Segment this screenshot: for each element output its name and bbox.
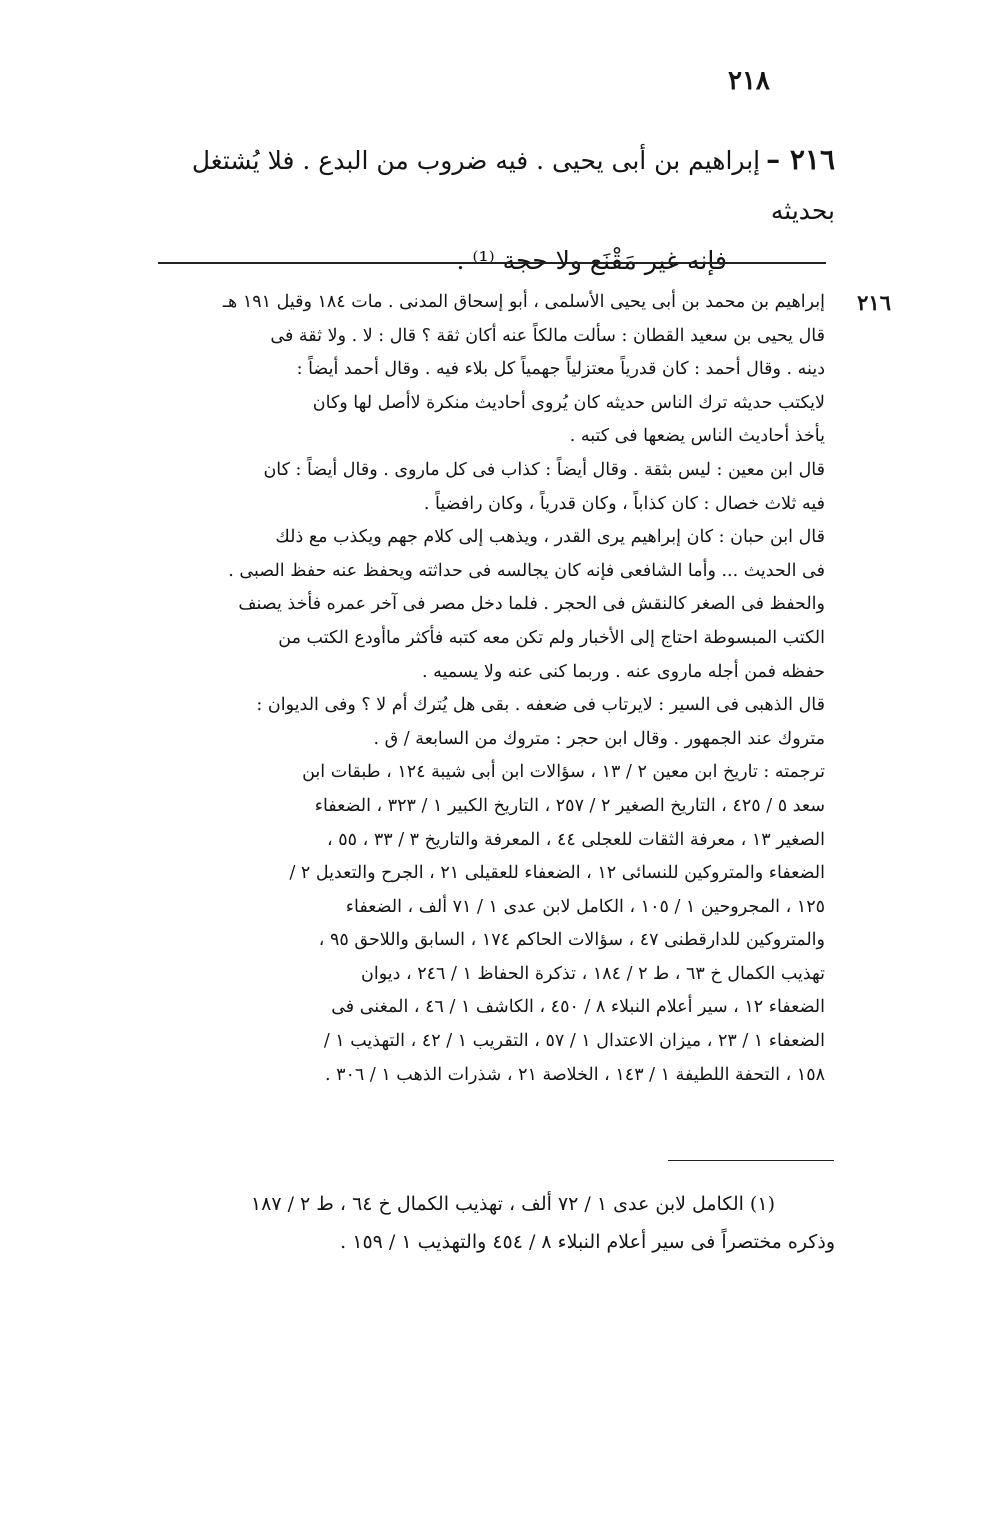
note-line: قال ابن حبان : كان إبراهيم يرى القدر ، ويذهب إلى كلام جهم ويكذب مع ذلك xyxy=(275,527,825,548)
note-line: الضعفاء والمتروكين للنسائى ١٢ ، الضعفاء للعقيلى ٢١ ، الجرح والتعديل ٢ / xyxy=(289,863,825,884)
note-line: حفظه فمن أجله ماروى عنه . وربما كنى عنه ولا يسميه . xyxy=(421,661,825,682)
note-line: دينه . وقال أحمد : كان قدرياً معتزلياً جهمياً كل بلاء فيه . وقال أحمد أيضاً : xyxy=(296,359,825,380)
note-line: والمتروكين للدارقطنى ٤٧ ، سؤالات الحاكم ١٧٤ ، السابق واللاحق ٩٥ ، xyxy=(318,930,825,951)
note-line: الصغير ١٣ ، معرفة الثقات للعجلى ٤٤ ، المعرفة والتاريخ ٣ / ٣٣ ، ٥٥ ، xyxy=(327,829,825,850)
main-divider xyxy=(158,262,826,264)
footnote-divider xyxy=(668,1160,834,1161)
note-line: قال ابن معين : ليس بثقة . وقال أيضاً : كذاب فى كل ماروى . وقال أيضاً : كان xyxy=(263,459,825,480)
note-line: لايكتب حديثه ترك الناس حديثه كان يُروى أحاديث منكرة لاأصل لها وكان xyxy=(312,392,825,413)
note-line: يأخذ أحاديث الناس يضعها فى كتبه . xyxy=(569,426,825,447)
footnote-line-1: (١) الكامل لابن عدى ١ / ٧٢ ألف ، تهذيب الكمال خ ٦٤ ، ط ٢ / ١٨٧ xyxy=(250,1193,775,1215)
note-line: قال يحيى بن سعيد القطان : سألت مالكاً عنه أكان ثقة ؟ قال : لا . ولا ثقة فى xyxy=(270,325,825,346)
note-line: فى الحديث ... وأما الشافعى فإنه كان يجالسه فى حداثته ويحفظ عنه حفظ الصبى . xyxy=(228,560,825,581)
note-line: تهذيب الكمال خ ٦٣ ، ط ٢ / ١٨٤ ، تذكرة الحفاظ ١ / ٢٤٦ ، ديوان xyxy=(361,963,825,984)
note-line: الضعفاء ١٢ ، سير أعلام النبلاء ٨ / ٤٥٠ ، الكاشف ١ / ٤٦ ، المغنى فى xyxy=(331,997,825,1018)
note-line: ترجمته : تاريخ ابن معين ٢ / ١٣ ، سؤالات ابن أبى شيبة ١٢٤ ، طبقات ابن xyxy=(302,762,825,783)
note-line: متروك عند الجمهور . وقال ابن حجر : متروك من السابعة / ق . xyxy=(373,728,825,749)
entry-text-line-1: إبراهيم بن أبى يحيى . فيه ضروب من البدع . فلا يُشتغل بحديثه xyxy=(191,146,835,225)
note-line: فيه ثلاث خصال : كان كذاباً ، وكان قدرياً ، وكان رافضياً . xyxy=(423,493,825,514)
note-line: الضعفاء ١ / ٢٣ ، ميزان الاعتدال ١ / ٥٧ ، التقريب ١ / ٤٢ ، التهذيب ١ / xyxy=(323,1031,825,1052)
footnote xyxy=(135,1185,835,1261)
note-line: ١٢٥ ، المجروحين ١ / ١٠٥ ، الكامل لابن عدى ١ / ٧١ ألف ، الضعفاء xyxy=(345,896,825,917)
note-line: والحفظ فى الصغر كالنقش فى الحجر . فلما دخل مصر فى آخر عمره فأخذ يصنف xyxy=(238,594,825,615)
note-line: الكتب المبسوطة احتاج إلى الأخبار ولم تكن معه كتبه فأكثر ماأودع الكتب من xyxy=(278,627,825,648)
notes-block xyxy=(157,286,891,1092)
note-line: قال الذهبى فى السير : لايرتاب فى ضعفه . بقى هل يُترك أم لا ؟ وفى الديوان : xyxy=(256,695,825,716)
main-entry-line-1 xyxy=(191,143,835,225)
footnote-line-2: وذكره مختصراً فى سير أعلام النبلاء ٨ / ٤٥٤ والتهذيب ١ / ١٥٩ . xyxy=(340,1231,835,1253)
note-line: ١٥٨ ، التحفة اللطيفة ١ / ١٤٣ ، الخلاصة ٢١ ، شذرات الذهب ١ / ٣٠٦ . xyxy=(324,1064,825,1085)
main-entry-line-2: فإنه غير مَقْنَع ولا حجة ⁽¹⁾ . xyxy=(456,246,727,275)
note-line: إبراهيم بن محمد بن أبى يحيى الأسلمى ، أبو إسحاق المدنى . مات ١٨٤ وقيل ١٩١ هـ xyxy=(222,292,825,312)
page-number: ٢١٨ xyxy=(728,66,770,96)
note-line: سعد ٥ / ٤٢٥ ، التاريخ الصغير ٢ / ٢٥٧ ، التاريخ الكبير ١ / ٣٢٣ ، الضعفاء xyxy=(314,795,825,816)
entry-number: ٢١٦ – xyxy=(766,143,835,176)
note-number: ٢١٦ xyxy=(857,290,891,315)
